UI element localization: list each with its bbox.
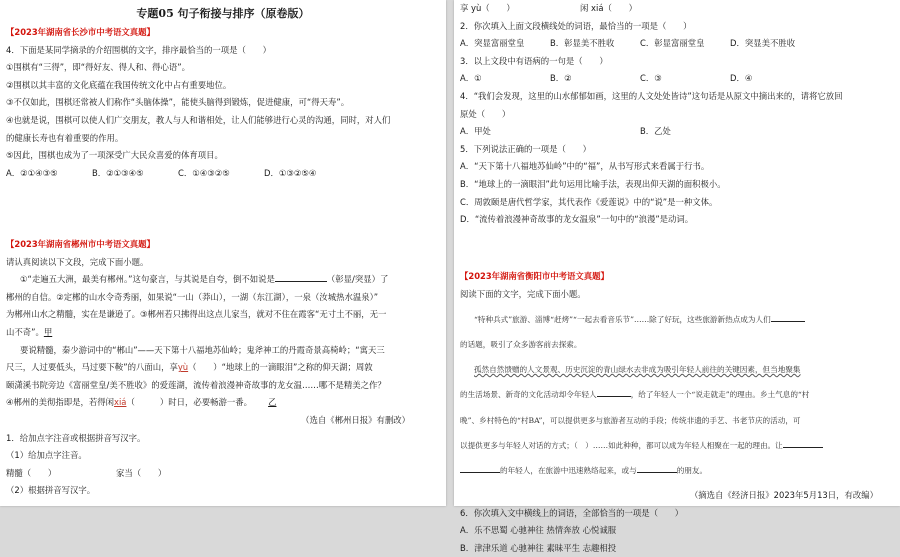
passage-line: 的年轻人，在旅游中迅速熟络起来，或与 的朋友。 xyxy=(460,462,894,480)
option-a[interactable]: A．甲处 xyxy=(460,126,491,137)
passage-line: 的生活场景、新奇的文化活动却令年轻人 ，给了年轻人一个“说走就走”的理由。乡土气息的“村 xyxy=(460,386,894,404)
passage-source: （选自《郴州日报》有删改） xyxy=(301,414,410,425)
option-c[interactable]: C．彰显富丽堂皇 xyxy=(640,38,705,49)
passage-line: ④郴州的美彻指即是，若得闲xiá（ ）时日，必要畅游一番。 乙 xyxy=(6,397,277,408)
option-b[interactable]: B．② xyxy=(550,73,572,84)
passage-line: 颐潇溪书院旁边《富丽堂皇/美不胜收》的爱莲湖，流传着浪漫神奇故事的龙女温……哪不是精美之作？ xyxy=(6,379,386,390)
question-6: 6．你次填入文中横线上的词语，全部恰当的一项是（ ） xyxy=(460,507,684,518)
sentence-5: ⑤因此，围棋也成为了一项深受广大民众喜爱的体育项目。 xyxy=(6,150,223,161)
passage-line: ①“走遍五大洲，最美有郴州。”这句豪言，与其说是自夸，倒不如说是 （彰显/突显）了 xyxy=(20,274,389,285)
option-d[interactable]: D．④ xyxy=(730,73,753,84)
question-3: 3．以上文段中有语病的一句是（ ） xyxy=(460,55,608,66)
option-c[interactable]: C．③ xyxy=(640,73,662,84)
option-d[interactable]: D．突显美不胜收 xyxy=(730,38,796,49)
passage-line: 要说精髓，秦少游词中的“郴山”——天下第十八福地苏仙岭；鬼斧神工的丹霞奇景高椅岭；“寓天三 xyxy=(20,344,385,355)
sentence-3: ③不仅如此，围棋还常被人们称作“头脑体操”，能使头脑得到锻炼，促进健康，可“得天寿”。 xyxy=(6,97,350,108)
left-page xyxy=(0,0,446,506)
pinyin-answers: 享 yù（ ） 闲 xiá（ ） xyxy=(460,3,637,13)
passage-line: 孤然自然馈赠的人文景观、历史沉淀的青山绿水去非成为吸引年轻人前往的关键因素，但当地聚集 xyxy=(474,365,801,375)
option-c[interactable]: C．①④③②⑤ xyxy=(178,167,230,178)
question-4-options xyxy=(6,165,440,183)
option-b[interactable]: B．彰显美不胜收 xyxy=(550,38,615,49)
passage-line: 尺三，人过要低头，马过要下鞍”的八面山，享yù（ ）“地球上的一滴眼泪”之称的仰天湖；周敦 xyxy=(6,362,373,373)
question-1-answers: 精髓（ ） 家当（ ） xyxy=(6,467,167,478)
passage-line: 为郴州山水之精髓，实在是谦逊了。③郴州若只拂得出这点儿家当，就对不住在霞客“无寸土不丽，无一 xyxy=(6,309,387,320)
option-a[interactable]: A．① xyxy=(460,73,482,84)
right-page xyxy=(454,0,900,553)
option-a[interactable]: A．“天下第十八福地苏仙岭”中的“福”，从书写形式来看属于行书。 xyxy=(460,161,710,172)
answer-blank[interactable] xyxy=(771,312,805,322)
answer-blank[interactable] xyxy=(275,272,327,282)
pinyin-yu: yù xyxy=(177,362,189,373)
option-a[interactable]: A．②①④③⑤ xyxy=(6,167,58,178)
question-4: 4．下面是某同学摘录的介绍围棋的文字，排序最恰当的一项是（ ） xyxy=(6,44,271,55)
option-d[interactable]: D．“流传着浪漫神奇故事的龙女温泉”一句中的“浪漫”是动词。 xyxy=(460,214,694,225)
option-c[interactable]: C．周敦颐是唐代哲学家，其代表作《爱莲说》中的“说”是一种文体。 xyxy=(460,196,718,207)
passage-line: 的话题，吸引了众多游客前去探索。 xyxy=(460,339,582,349)
question-2: 2．你次填入上面文段横线处的词语，最恰当的一项是（ ） xyxy=(460,20,692,31)
question-1: 1．给加点字注音或根据拼音写汉字。 xyxy=(6,432,146,443)
option-b[interactable]: B．②①③④⑤ xyxy=(92,167,144,178)
sentence-1: ①围棋有“三得”，即“得好友、得人和、得心语”。 xyxy=(6,62,190,73)
exam-source-tag: 【2023年湖南省长沙市中考语文真题】 xyxy=(6,27,155,37)
answer-blank[interactable] xyxy=(783,438,823,448)
passage-source: （摘选自《经济日报》2023年5月13日，有改编） xyxy=(689,490,878,501)
exam-source-tag: 【2023年湖南省郴州市中考语文真题】 xyxy=(6,239,155,249)
option-a[interactable]: A．乐不思蜀 心驰神往 热情奔放 心悦诚服 xyxy=(460,525,617,536)
question-5: 5．下列说法正确的一项是（ ） xyxy=(460,143,591,154)
passage-line: 山不奇”。甲 xyxy=(6,326,53,337)
answer-blank[interactable] xyxy=(460,463,500,473)
passage-line: “特种兵式”旅游、淄博“赶烤”“一起去看音乐节”……除了好玩，这些旅游新热点成为人们 xyxy=(460,311,894,329)
pinyin-xia: xiá xyxy=(114,397,127,408)
sentence-4-cont: 的健康长寿也有着重要的作用。 xyxy=(6,132,124,143)
option-d[interactable]: D．①③②⑤④ xyxy=(264,167,317,178)
passage-line: 以提供更多与年轻人对话的方式；（ ）……如此种种，都可以成为年轻人相聚在一起的理由。让 xyxy=(460,437,894,455)
answer-blank[interactable] xyxy=(597,387,631,397)
passage-line: 郴州的自信。②定郴的山水令奇秀丽，如果说“一山（莽山），一湖（东江湖），一泉（汝城热水温泉）” xyxy=(6,291,379,302)
question-3-options xyxy=(460,70,894,88)
reading-instruction: 请认真阅读以下文段，完成下面小题。 xyxy=(6,256,149,267)
question-4-cont: 原处（ ） xyxy=(460,108,511,119)
position-marker-jia: 甲 xyxy=(43,326,53,337)
sentence-2: ②围棋以其丰富的文化底蕴在我国传统文化中占有重要地位。 xyxy=(6,79,232,90)
option-b[interactable]: B．津津乐道 心驰神往 素昧平生 志趣相投 xyxy=(460,542,617,553)
position-marker-yi: 乙 xyxy=(268,397,277,408)
option-a[interactable]: A．突显富丽堂皇 xyxy=(460,38,525,49)
question-2-options xyxy=(460,35,894,53)
option-b[interactable]: B．乙处 xyxy=(640,126,671,137)
exam-source-tag: 【2023年湖南省衡阳市中考语文真题】 xyxy=(460,271,609,281)
sentence-4: ④也就是说，围棋可以使人们广交朋友，教人与人和谐相处，让人们能够进行心灵的沟通，同时，对人们 xyxy=(6,114,391,125)
question-4-options xyxy=(460,123,894,141)
reading-instruction: 阅读下面的文字，完成下面小题。 xyxy=(460,288,586,299)
question-4: 4．“我们会发现，这里的山水郁郁如画，这里的人文处处皆诗”这句话是从原文中摘出来的，请将它放回 xyxy=(460,90,843,101)
question-1-part-1: （1）给加点字注音。 xyxy=(6,450,87,461)
answer-blank[interactable] xyxy=(637,463,677,473)
question-1-part-2: （2）根据拼音写汉字。 xyxy=(6,485,96,496)
option-b[interactable]: B．“地球上的一滴眼泪”此句运用比喻手法，表现出仰天湖的面积极小。 xyxy=(460,178,726,189)
page-title: 专题05 句子衔接与排序（原卷版） xyxy=(136,7,310,20)
passage-line: 晚”、乡村特色的“村BA”，可以提供更多与旅游者互动的手段；传统非遗的手艺、书老节庆的活动，可 xyxy=(460,415,801,425)
